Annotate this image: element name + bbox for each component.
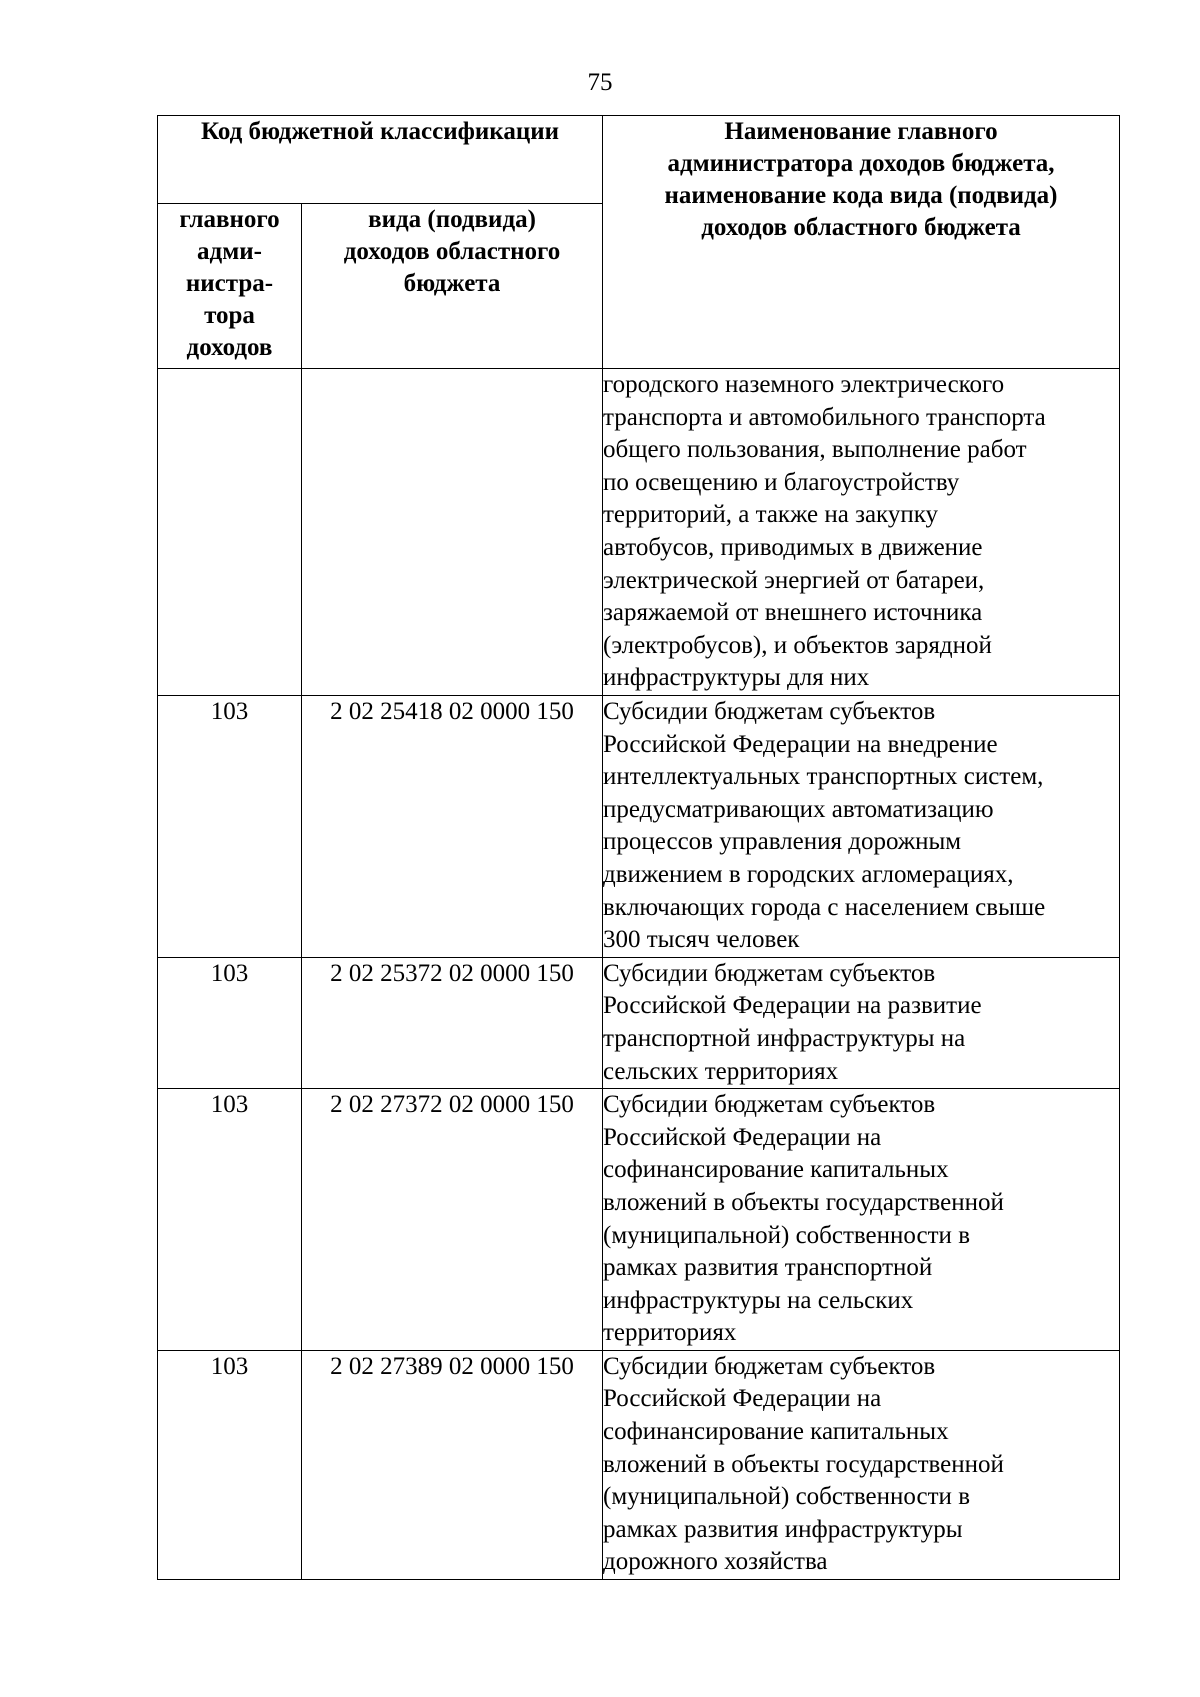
- header-income-kind: [302, 204, 603, 369]
- name-line: рамках развития инфраструктуры: [603, 1515, 963, 1543]
- header-budget-code-group: Код бюджетной классификации: [158, 116, 603, 204]
- name-line: заряжаемой от внешнего источника: [603, 599, 983, 627]
- income-code-cell: 2 02 25418 02 0000 150: [302, 696, 603, 958]
- table-row: [158, 1089, 1120, 1351]
- table-row: [158, 369, 1120, 696]
- header-name-line: доходов областного бюджета: [701, 214, 1021, 241]
- name-line: Российской Федерации на развитие: [603, 992, 982, 1020]
- name-line: общего пользования, выполнение работ: [603, 436, 1027, 464]
- name-line: территориях: [603, 1319, 737, 1347]
- name-line: включающих города с населением свыше: [603, 893, 1046, 921]
- name-line: Российской Федерации на: [603, 1123, 882, 1151]
- name-line: сельских территориях: [603, 1057, 839, 1085]
- header-admin-line: тора: [204, 302, 255, 329]
- income-code-cell: [302, 369, 603, 696]
- header-kind-line: бюджета: [403, 270, 501, 297]
- header-admin-line: адми-: [197, 238, 262, 265]
- name-line: инфраструктуры для них: [603, 664, 870, 692]
- admin-code-cell: 103: [158, 1089, 302, 1351]
- admin-code-cell: 103: [158, 696, 302, 958]
- name-line: городского наземного электрического: [603, 371, 1005, 398]
- table-row: [158, 1350, 1120, 1579]
- header-name-line: Наименование главного: [724, 118, 998, 145]
- admin-code-cell: 103: [158, 957, 302, 1088]
- name-line: софинансирование капитальных: [603, 1156, 949, 1184]
- name-line: предусматривающих автоматизацию: [603, 795, 994, 823]
- name-line: Российской Федерации на внедрение: [603, 730, 998, 758]
- income-name-cell: [603, 1089, 1120, 1351]
- header-administrator-name: [603, 116, 1120, 369]
- name-line: транспортной инфраструктуры на: [603, 1024, 966, 1052]
- header-name-line: наименование кода вида (подвида): [664, 182, 1058, 209]
- income-name-cell: [603, 696, 1120, 958]
- name-line: софинансирование капитальных: [603, 1418, 949, 1446]
- name-line: Субсидии бюджетам субъектов: [603, 1352, 936, 1380]
- name-line: вложений в объекты государственной: [603, 1188, 1004, 1216]
- header-admin-line: нистра-: [185, 270, 274, 297]
- name-line: по освещению и благоустройству: [603, 468, 960, 496]
- admin-code-cell: [158, 369, 302, 696]
- income-code-cell: 2 02 25372 02 0000 150: [302, 957, 603, 1088]
- admin-code-cell: 103: [158, 1350, 302, 1579]
- income-code-cell: 2 02 27372 02 0000 150: [302, 1089, 603, 1351]
- header-main-administrator: [158, 204, 302, 369]
- income-code-cell: 2 02 27389 02 0000 150: [302, 1350, 603, 1579]
- name-line: (муниципальной) собственности в: [603, 1221, 970, 1249]
- page-number: 75: [587, 69, 613, 96]
- name-line: территорий, а также на закупку: [603, 501, 939, 529]
- name-line: рамках развития транспортной: [603, 1254, 933, 1282]
- header-admin-line: доходов: [186, 334, 273, 361]
- name-line: Российской Федерации на: [603, 1385, 882, 1413]
- income-name-cell: [603, 957, 1120, 1088]
- table-row: [158, 957, 1120, 1088]
- name-line: интеллектуальных транспортных систем,: [603, 763, 1044, 791]
- name-line: инфраструктуры на сельских: [603, 1286, 914, 1314]
- name-line: (муниципальной) собственности в: [603, 1483, 970, 1511]
- table-row: [158, 696, 1120, 958]
- budget-classification-table: [157, 115, 1120, 1580]
- name-line: транспорта и автомобильного транспорта: [603, 403, 1046, 431]
- name-line: автобусов, приводимых в движение: [603, 533, 983, 561]
- name-line: 300 тысяч человек: [603, 926, 800, 954]
- income-name-cell: [603, 1350, 1120, 1579]
- header-name-line: администратора доходов бюджета,: [667, 150, 1055, 177]
- name-line: процессов управления дорожным: [603, 828, 962, 856]
- header-kind-line: доходов областного: [343, 238, 561, 265]
- name-line: Субсидии бюджетам субъектов: [603, 959, 936, 987]
- header-admin-line: главного: [179, 206, 280, 233]
- name-line: (электробусов), и объектов зарядной: [603, 631, 992, 659]
- income-name-cell: [603, 369, 1120, 696]
- header-kind-line: вида (подвида): [368, 206, 536, 233]
- name-line: Субсидии бюджетам субъектов: [603, 1091, 936, 1119]
- name-line: дорожного хозяйства: [603, 1548, 828, 1576]
- name-line: Субсидии бюджетам субъектов: [603, 698, 936, 725]
- name-line: вложений в объекты государственной: [603, 1450, 1004, 1478]
- name-line: движением в городских агломерациях,: [603, 860, 1014, 888]
- name-line: электрической энергией от батареи,: [603, 566, 985, 594]
